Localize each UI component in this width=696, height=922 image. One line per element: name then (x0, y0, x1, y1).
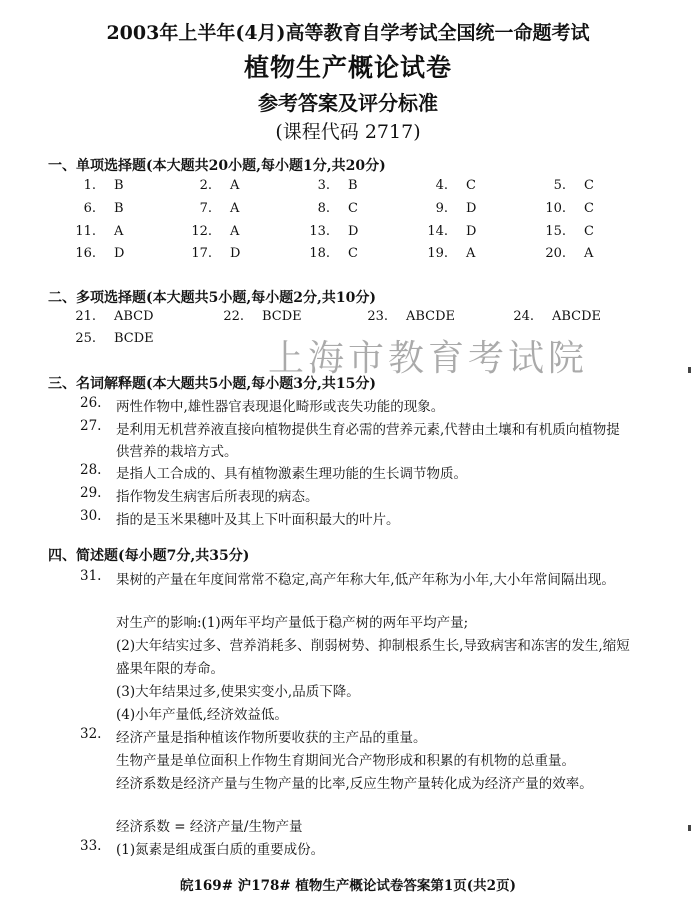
answer-number: 3. (317, 178, 330, 193)
answer-choice: B (348, 178, 358, 193)
definition-text-cont: 供营养的栽培方式。 (116, 444, 238, 460)
answer-choice: ABCDE (552, 309, 602, 324)
q31-effect: 对生产的影响:(1)两年平均产量低于稳产树的两年平均产量; (116, 615, 469, 631)
answer-choice: B (114, 201, 124, 216)
definition-number: 26. (80, 395, 102, 411)
scan-mark (688, 367, 691, 373)
answer-number: 19. (427, 246, 448, 261)
answer-number: 10. (545, 201, 566, 216)
q31-point4: (4)小年产量低,经济效益低。 (116, 707, 288, 723)
answer-choice: C (584, 224, 594, 239)
answer-choice: D (466, 224, 477, 239)
answer-number: 5. (553, 178, 566, 193)
q31-point2: (2)大年结实过多、营养消耗多、削弱树势、抑制根系生长,导致病害和冻害的发生,缩短 (116, 638, 630, 654)
paper-title: 植物生产概论试卷 (243, 53, 452, 82)
section3-heading: 三、名词解释题(本大题共5小题,每小题3分,共15分) (48, 376, 376, 392)
answer-choice: C (348, 201, 358, 216)
answer-choice: C (348, 246, 358, 261)
q32-formula: 经济系数 = 经济产量/生物产量 (116, 819, 303, 835)
answer-choice: D (466, 201, 477, 216)
answer-number: 20. (545, 246, 566, 261)
answer-choice: C (584, 178, 594, 193)
scan-mark (688, 825, 691, 831)
section1-heading: 一、单项选择题(本大题共20小题,每小题1分,共20分) (48, 158, 386, 174)
answer-number: 12. (191, 224, 212, 239)
answer-number: 14. (427, 224, 448, 239)
answer-number: 17. (191, 246, 212, 261)
answer-choice: A (230, 201, 240, 216)
answer-choice: ABCDE (406, 309, 456, 324)
q31-point3: (3)大年结果过多,使果实变小,品质下降。 (116, 684, 360, 700)
answer-number: 2. (199, 178, 212, 193)
answer-choice: C (584, 201, 594, 216)
definition-text: 是利用无机营养液直接向植物提供生育必需的营养元素,代替由土壤和有机质向植物提 (116, 422, 620, 438)
answer-choice: A (466, 246, 476, 261)
definition-text: 指的是玉米果穗叶及其上下叶面积最大的叶片。 (116, 512, 400, 528)
answer-number: 15. (545, 224, 566, 239)
q32-line3: 经济系数是经济产量与生物产量的比率,反应生物产量转化成为经济产量的效率。 (116, 776, 593, 792)
answer-number: 23. (367, 309, 388, 324)
q31-number: 31. (80, 568, 102, 584)
answer-choice: D (230, 246, 241, 261)
answer-number: 6. (83, 201, 96, 216)
definition-number: 29. (80, 485, 102, 501)
answer-number: 22. (223, 309, 244, 324)
definition-number: 27. (80, 418, 102, 434)
paper-subtitle: 参考答案及评分标准 (258, 91, 438, 115)
answer-choice: A (230, 178, 240, 193)
section2-heading: 二、多项选择题(本大题共5小题,每小题2分,共10分) (48, 290, 376, 306)
answer-choice: BCDE (262, 309, 302, 324)
definition-text: 是指人工合成的、具有植物激素生理功能的生长调节物质。 (116, 466, 467, 482)
q31-text: 果树的产量在年度间常常不稳定,高产年称大年,低产年称为小年,大小年常间隔出现。 (116, 572, 615, 588)
answer-number: 16. (75, 246, 96, 261)
answer-number: 24. (513, 309, 534, 324)
answer-number: 13. (309, 224, 330, 239)
watermark-stamp: 上海市教育考试院 (268, 338, 589, 379)
answer-number: 1. (83, 178, 96, 193)
course-code: (课程代码 2717) (275, 121, 421, 143)
q32-number: 32. (80, 726, 102, 742)
answer-choice: B (114, 178, 124, 193)
answer-number: 11. (75, 224, 96, 239)
definition-text: 两性作物中,雄性器官表现退化畸形或丧失功能的现象。 (116, 399, 445, 415)
answer-number: 25. (75, 331, 96, 346)
answer-choice: C (466, 178, 476, 193)
answer-choice: D (114, 246, 125, 261)
q33-number: 33. (80, 838, 102, 854)
answer-number: 4. (435, 178, 448, 193)
answer-choice: A (230, 224, 240, 239)
exam-header-line: 2003年上半年(4月)高等教育自学考试全国统一命题考试 (106, 22, 590, 44)
section4-heading: 四、简述题(每小题7分,共35分) (48, 548, 250, 564)
definition-number: 30. (80, 508, 102, 524)
q31-point2-cont: 盛果年限的寿命。 (116, 661, 224, 677)
answer-number: 18. (309, 246, 330, 261)
answer-number: 7. (199, 201, 212, 216)
answer-choice: D (348, 224, 359, 239)
answer-choice: BCDE (114, 331, 154, 346)
q32-line1: 经济产量是指种植该作物所要收获的主产品的重量。 (116, 730, 427, 746)
q32-line2: 生物产量是单位面积上作物生育期间光合产物形成和积累的有机物的总重量。 (116, 753, 575, 769)
answer-choice: A (114, 224, 124, 239)
definition-number: 28. (80, 462, 102, 478)
answer-number: 21. (75, 309, 96, 324)
page-footer: 皖169# 沪178# 植物生产概论试卷答案第1页(共2页) (180, 878, 516, 894)
answer-number: 9. (435, 201, 448, 216)
answer-number: 8. (317, 201, 330, 216)
answer-choice: A (584, 246, 594, 261)
q33-line1: (1)氮素是组成蛋白质的重要成份。 (116, 842, 325, 858)
definition-text: 指作物发生病害后所表现的病态。 (116, 489, 319, 505)
answer-choice: ABCD (114, 309, 154, 324)
